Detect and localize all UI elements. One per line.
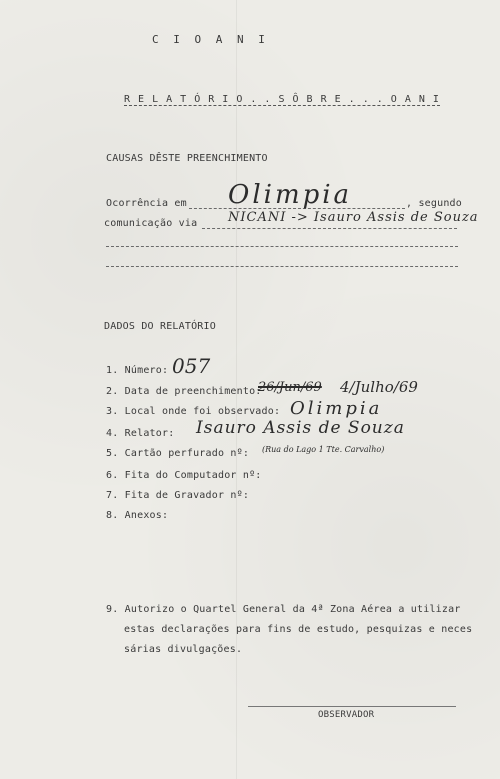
item-data-struck-value: 26/Jun/69 [258,380,322,395]
authorization-line-3: sárias divulgações. [124,644,243,655]
org-name: C I O A N I [152,33,269,46]
item-anexos-label: 8. Anexos: [106,510,169,521]
item-relator-label: 4. Relator: [106,428,175,439]
item-data-label: 2. Data de preenchimento: [106,386,262,397]
signature-line [248,706,456,707]
blank-line-1 [106,246,458,247]
section-dados-heading: DADOS DO RELATÓRIO [104,321,216,332]
report-title: R E L A T Ó R I O . . S Ô B R E . . . O A N I [124,94,440,105]
authorization-line-1: 9. Autorizo o Quartel General da 4ª Zona Aérea a utilizar [106,604,461,615]
ocorrencia-label: Ocorrência em [106,198,187,209]
signature-label: OBSERVADOR [318,710,375,720]
segundo-label: , segundo [406,198,462,209]
item-fita-gravador-label: 7. Fita de Gravador nº: [106,490,250,501]
authorization-line-2: estas declarações para fins de estudo, pesquizas e neces [124,624,473,635]
item-numero-label: 1. Número: [106,365,169,376]
item-relator-note: (Rua do Lago 1 Tte. Carvalho) [262,445,385,454]
item-cartao-label: 5. Cartão perfurado nº: [106,448,250,459]
blank-line-2 [106,266,458,267]
item-local-label: 3. Local onde foi observado: [106,406,281,417]
item-fita-computador-label: 6. Fita do Computador nº: [106,470,262,481]
item-numero-value: 057 [172,354,211,378]
comunicacao-line [202,228,457,229]
section-causas-heading: CAUSAS DÊSTE PREENCHIMENTO [106,153,268,164]
item-data-value: 4/Julho/69 [340,378,418,396]
comunicacao-value: NICANI -> Isauro Assis de Souza [228,210,479,225]
item-local-value: Olimpia [290,398,383,419]
item-relator-value: Isauro Assis de Souza [196,418,405,438]
ocorrencia-value: Olimpia [228,180,353,210]
comunicacao-label: comunicação via [104,218,198,229]
